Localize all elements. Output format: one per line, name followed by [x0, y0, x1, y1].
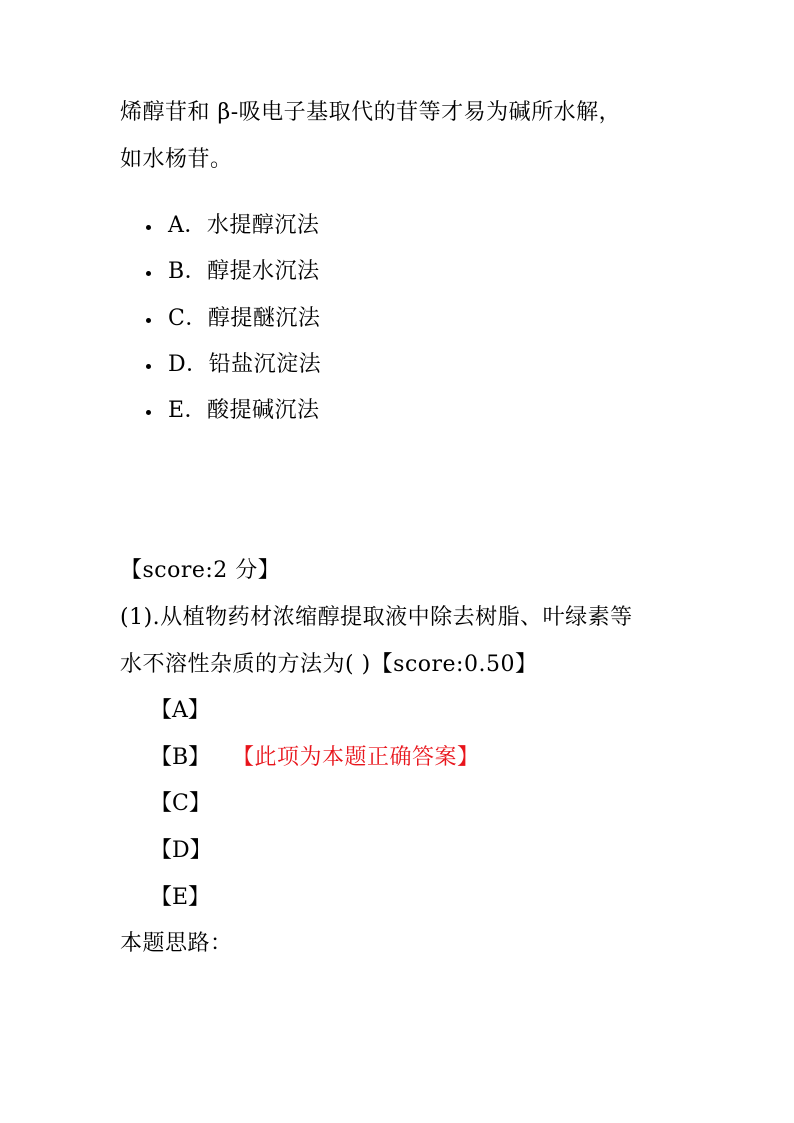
bullet-icon: [146, 364, 151, 369]
explanation-label: 本题思路：: [120, 931, 233, 956]
answer-b: 【B】: [150, 745, 211, 770]
intro-line-1: 烯醇苷和 β-吸电子基取代的苷等才易为碱所水解，: [120, 100, 622, 125]
intro-line-2: 如水杨苷。: [120, 147, 233, 172]
bullet-icon: [146, 225, 151, 230]
section-score: 【score:2 分】: [120, 558, 281, 583]
bullet-icon: [146, 318, 151, 323]
answer-a: 【A】: [150, 698, 210, 723]
bullet-icon: [146, 410, 151, 415]
option-label: C．醇提醚沉法: [168, 306, 321, 331]
option-item-a: [0, 211, 400, 241]
option-item-e: [0, 396, 400, 426]
option-item-c: [0, 304, 400, 334]
option-label: D．铅盐沉淀法: [168, 352, 322, 377]
option-label: B．醇提水沉法: [168, 259, 320, 284]
correct-answer-note: 【此项为本题正确答案】: [232, 745, 480, 770]
option-label: E．酸提碱沉法: [168, 398, 320, 423]
option-item-b: [0, 257, 400, 287]
question-line-2: 水不溶性杂质的方法为( )【score:0.50】: [120, 652, 538, 677]
answer-c: 【C】: [150, 791, 211, 816]
option-label: A．水提醇沉法: [168, 213, 320, 238]
question-line-1: (1).从植物药材浓缩醇提取液中除去树脂、叶绿素等: [120, 605, 633, 630]
bullet-icon: [146, 271, 151, 276]
option-item-d: [0, 350, 400, 380]
answer-e: 【E】: [150, 885, 211, 910]
answer-d: 【D】: [150, 838, 212, 863]
